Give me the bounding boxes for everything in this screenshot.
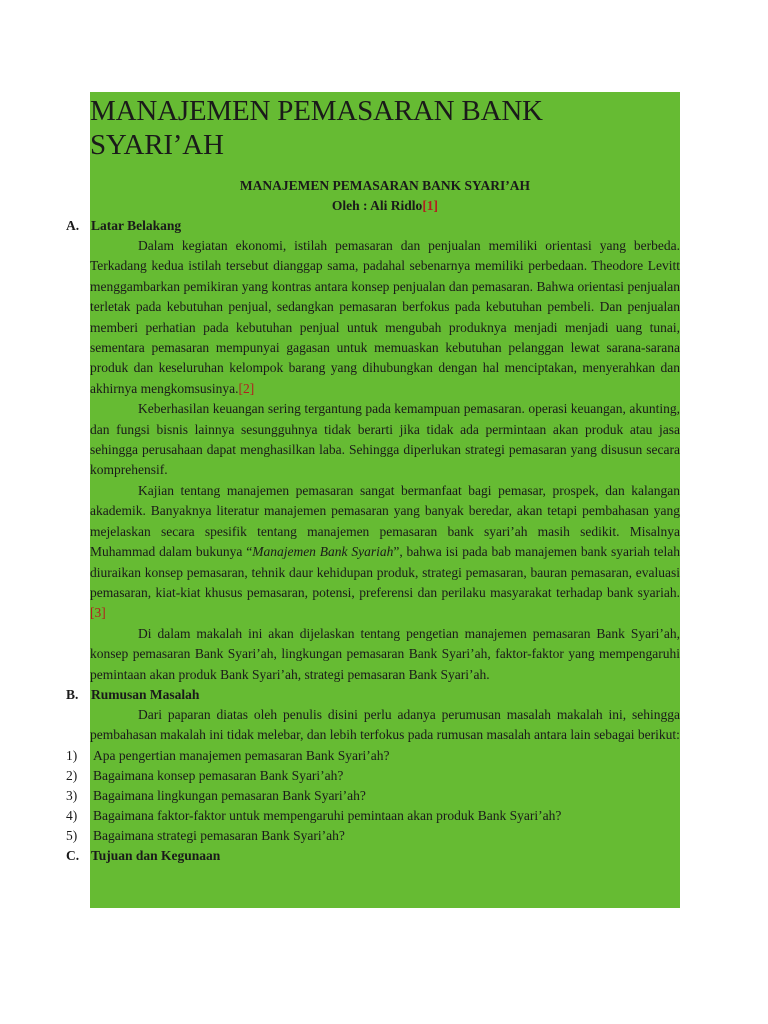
section-a-paragraph-1	[90, 236, 680, 399]
list-item	[66, 766, 680, 786]
section-a-paragraph-4: Di dalam makalah ini akan dijelaskan tentang pengetian manajemen pemasaran Bank Syari’ah, konsep pemasaran Bank Syari’ah, lingkungan pemasaran Bank Syari’ah, faktor-faktor yang mempengaruhi pemintaan akan produk Bank Syari’ah, strategi pemasaran Bank Syari’ah.	[90, 625, 680, 682]
section-c-marker: C.	[66, 847, 80, 863]
list-number: 1)	[66, 747, 78, 763]
list-item	[66, 786, 680, 806]
section-b-marker: B.	[66, 686, 79, 702]
list-item	[66, 806, 680, 826]
author-name: Oleh : Ali Ridlo	[331, 198, 423, 213]
list-text: Bagaimana strategi pemasaran Bank Syari’ah?	[93, 827, 345, 843]
list-number: 3)	[66, 787, 78, 803]
section-c-title: Tujuan dan Kegunaan	[91, 847, 221, 863]
section-b-title: Rumusan Masalah	[91, 686, 200, 702]
footnote-link-3[interactable]: [3]	[90, 605, 106, 621]
section-a-heading	[66, 216, 680, 236]
section-a-paragraph-3	[90, 481, 680, 624]
book-title: Manajemen Bank Syariah	[252, 544, 394, 560]
list-text: Bagaimana faktor-faktor untuk mempengaruhi pemintaan akan produk Bank Syari’ah?	[93, 807, 562, 823]
list-number: 5)	[66, 827, 78, 843]
section-a-title: Latar Belakang	[91, 218, 182, 233]
author-line	[90, 196, 680, 216]
paragraph-text: Kajian tentang manajemen pemasaran sangat bermanfaat bagi pemasar, prospek, dan kalangan akademik. Banyaknya literatur manajemen pemasaran yang banyak beredar, akan tetapi pembahasan yang mejelaskan secara spesifik tentang manajemen pemasaran bank syari’ah masih sedikit. Misalnya Muhammad dalam bukunya “	[90, 482, 680, 560]
section-b-heading	[66, 685, 680, 705]
section-c-heading	[66, 846, 680, 866]
list-text: Apa pengertian manajemen pemasaran Bank Syari’ah?	[93, 747, 390, 763]
problem-list	[66, 746, 680, 846]
footnote-link-1[interactable]: [1]	[422, 198, 439, 213]
footnote-link-2[interactable]: [2]	[238, 380, 255, 396]
section-b-paragraph-1: Dari paparan diatas oleh penulis disini perlu adanya perumusan masalah makalah ini, sehingga pembahasan makalah ini tidak melebar, dan lebih terfokus pada rumusan masalah antara lain sebagai berikut:	[90, 706, 680, 743]
list-item	[66, 826, 680, 846]
document-title: MANAJEMEN PEMASARAN BANK SYARI’AH	[90, 95, 543, 161]
document-body	[66, 92, 680, 866]
list-number: 4)	[66, 807, 78, 823]
paragraph-text: Dalam kegiatan ekonomi, istilah pemasaran dan penjualan memiliki orientasi yang berbeda. Terkadang kedua istilah tersebut dianggap sama, padahal sebenarnya memiliki perbedaan. Theodore Levitt menggambarkan pemikiran yang kontras antara konsep penjualan dan pemasaran. Bahwa orientasi penjualan terletak pada kebutuhan penjual, sedangkan pemasaran berfokus pada kebutuhan pembeli. Dan penjualan memberi perhatian pada kebutuhan penjual untuk mengubah produknya menjadi menjadi uang tunai, sementara pemasaran mempunyai gagasan untuk memuaskan kebutuhan pelanggan lewat sarana-sarana produk dan keseluruhan kelompok barang yang dihubungkan dengan hal menciptakan, menyerahkan dan akhirnya mengkomsusinya.	[90, 238, 680, 396]
list-text: Bagaimana konsep pemasaran Bank Syari’ah?	[93, 767, 344, 783]
paragraph-text: ”, bahwa isi pada bab manajemen bank syariah telah diuraikan konsep pemasaran, tehnik daur kehidupan produk, strategi pemasaran, bauran pemasaran, evaluasi pemasaran, kiat-kiat khusus pemasaran, potensi, preferensi dan perilaku masyarakat terhadap bank syariah.	[90, 544, 681, 600]
list-text: Bagaimana lingkungan pemasaran Bank Syari’ah?	[93, 787, 366, 803]
section-a-paragraph-2: Keberhasilan keuangan sering tergantung pada kemampuan pemasaran. operasi keuangan, akunting, dan fungsi bisnis lainnya sesungguhnya tidak berarti jika tidak ada permintaan akan produk atau jasa sehingga perusahaan dapat menghasilkan laba. Sehingga diperlukan strategi pemasaran yang disusun secara komprehensif.	[90, 401, 680, 478]
section-a-marker: A.	[66, 218, 80, 233]
list-number: 2)	[66, 767, 78, 783]
article-title: MANAJEMEN PEMASARAN BANK SYARI’AH	[239, 178, 531, 193]
list-item	[66, 746, 680, 766]
